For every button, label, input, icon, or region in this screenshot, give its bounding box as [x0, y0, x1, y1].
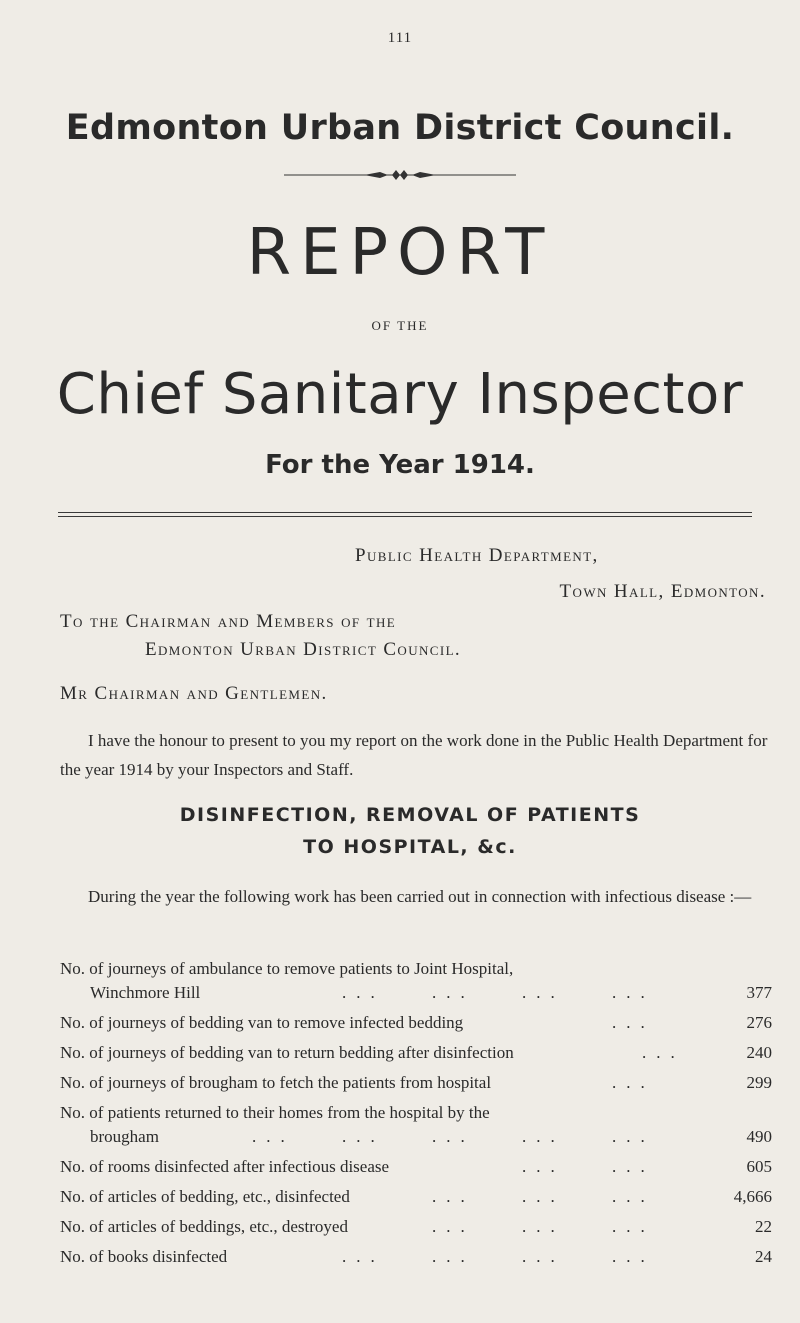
of-the-label: OF THE: [371, 318, 429, 333]
section-heading-line-2: TO HOSPITAL, &c.: [303, 836, 517, 858]
stat-value: 299: [746, 1073, 772, 1092]
inspector-title: Chief Sanitary Inspector: [56, 362, 744, 427]
stat-value: 276: [746, 1013, 772, 1032]
during-paragraph: During the year the following work has been carried out in connection with infectious disease :—: [88, 887, 752, 906]
stat-label: No. of books disinfected: [60, 1247, 228, 1266]
intro-paragraph: I have the honour to present to you my report on the work done in the Public Health Department for the year 1914 by your Inspectors and Staff.: [60, 731, 768, 779]
year-title: For the Year 1914.: [265, 450, 535, 480]
stat-value: 22: [755, 1217, 772, 1236]
leader-dots: ...: [522, 1187, 565, 1206]
stat-value: 24: [755, 1247, 772, 1266]
leader-dots: ...: [342, 983, 385, 1002]
leader-dots: ...: [252, 1127, 295, 1146]
leader-dots: ...: [432, 1187, 475, 1206]
stat-value: 490: [746, 1127, 772, 1146]
leader-dots: ...: [612, 1073, 655, 1092]
leader-dots: ...: [522, 1157, 565, 1176]
section-heading-line-1: DISINFECTION, REMOVAL OF PATIENTS: [179, 804, 641, 826]
stat-row-bedding-return: [60, 1041, 772, 1065]
stat-row-bedding-remove: [60, 1011, 772, 1035]
stat-row-patients-returned: [60, 1101, 772, 1149]
town-hall-line: Town Hall, Edmonton.: [559, 581, 766, 602]
stat-row-ambulance: [60, 957, 772, 1005]
leader-dots: ...: [612, 1013, 655, 1032]
stat-label-continued: brougham: [90, 1127, 159, 1146]
ornament-divider-icon: [284, 168, 516, 182]
stat-label: No. of articles of bedding, etc., disinfected: [60, 1187, 350, 1206]
stat-label: No. of journeys of ambulance to remove patients to Joint Hospital,: [60, 959, 514, 978]
leader-dots: ...: [432, 983, 475, 1002]
stat-label: No. of journeys of bedding van to remove infected bedding: [60, 1013, 464, 1032]
addressee-council-line: Edmonton Urban District Council.: [145, 639, 462, 660]
stat-value: 377: [746, 983, 772, 1002]
leader-dots: ...: [612, 983, 655, 1002]
leader-dots: ...: [522, 983, 565, 1002]
stat-row-rooms: [60, 1155, 772, 1179]
double-rule-divider: [58, 512, 752, 520]
leader-dots: ...: [342, 1247, 385, 1266]
leader-dots: ...: [612, 1247, 655, 1266]
stat-row-bedding-disinfected: [60, 1185, 772, 1209]
council-title: Edmonton Urban District Council.: [65, 108, 735, 148]
leader-dots: ...: [612, 1127, 655, 1146]
stat-label: No. of rooms disinfected after infectious disease: [60, 1157, 390, 1176]
report-title: REPORT: [246, 216, 554, 290]
stat-value: 4,666: [733, 1187, 772, 1206]
page-number: 111: [387, 30, 413, 46]
leader-dots: ...: [432, 1247, 475, 1266]
leader-dots: ...: [432, 1127, 475, 1146]
stat-label: No. of journeys of bedding van to return bedding after disinfection: [60, 1043, 514, 1062]
department-line: Public Health Department,: [355, 545, 599, 566]
leader-dots: ...: [522, 1217, 565, 1236]
stat-label-continued: Winchmore Hill: [90, 983, 201, 1002]
stat-label: No. of patients returned to their homes from the hospital by the: [60, 1103, 490, 1122]
leader-dots: ...: [342, 1127, 385, 1146]
addressee-line: To the Chairman and Members of the: [60, 611, 397, 632]
leader-dots: ...: [522, 1127, 565, 1146]
stat-label: No. of journeys of brougham to fetch the patients from hospital: [60, 1073, 492, 1092]
stat-label: No. of articles of beddings, etc., destroyed: [60, 1217, 348, 1236]
statistics-list: [60, 957, 772, 1269]
salutation: Mr Chairman and Gentlemen.: [60, 683, 328, 704]
leader-dots: ...: [642, 1043, 685, 1062]
stat-row-brougham-fetch: [60, 1071, 772, 1095]
stat-row-books: [60, 1245, 772, 1269]
leader-dots: ...: [432, 1217, 475, 1236]
stat-row-bedding-destroyed: [60, 1215, 772, 1239]
leader-dots: ...: [522, 1247, 565, 1266]
leader-dots: ...: [612, 1187, 655, 1206]
stat-value: 240: [746, 1043, 772, 1062]
leader-dots: ...: [612, 1157, 655, 1176]
stat-value: 605: [746, 1157, 772, 1176]
section-heading: [90, 799, 730, 863]
leader-dots: ...: [612, 1217, 655, 1236]
